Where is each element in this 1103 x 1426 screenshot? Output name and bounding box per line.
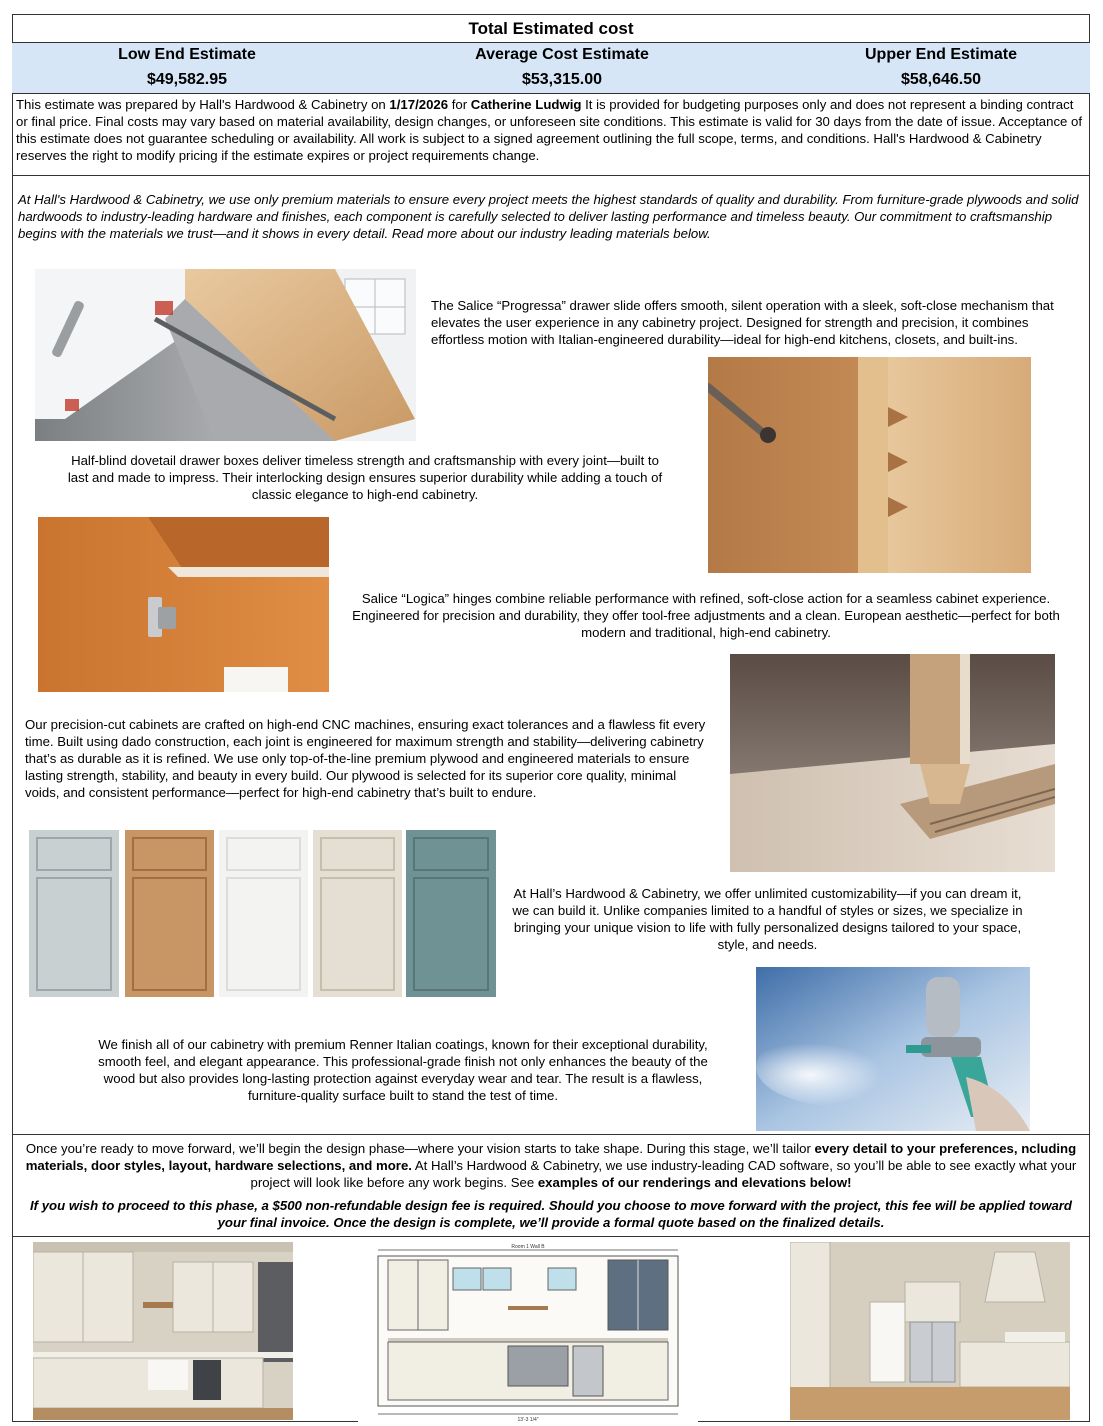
disclaimer-for: for <box>448 97 471 112</box>
divider <box>12 1236 1090 1237</box>
low-end-estimate <box>32 43 342 94</box>
divider <box>12 1134 1090 1135</box>
low-end-value: $49,582.95 <box>146 71 228 88</box>
elevation-room-label: Room 1 Wall B <box>511 1244 545 1250</box>
upper-end-value: $58,646.50 <box>900 71 982 88</box>
door-sample-oak <box>125 830 214 997</box>
spray-finish-photo <box>756 967 1030 1131</box>
upper-end-label: Upper End Estimate <box>864 46 1018 63</box>
disclaimer-body: It is provided for budgeting purposes only and does not represent a binding contract or final price. Final costs may vary based on material availability, design changes, or unforeseen site conditions. This estimate is valid for 30 days from the date of issue. Acceptance of this estimate does not guarantee scheduling or availability. All work is subject to a signed agreement outlining the full scope, terms, and conditions. Hall's Hardwood & Cabinetry reserves the right to modify pricing if the estimate expires or project requirements change. <box>16 97 1083 163</box>
average-value: $53,315.00 <box>521 71 603 88</box>
door-sample-gray <box>29 830 119 997</box>
kitchen-rendering-2 <box>790 1242 1070 1420</box>
customizability-text: At Hall’s Hardwood & Cabinetry, we offer unlimited customizability—if you can dream it, we can build it. Unlike companies limited to a handful of styles or sizes, we specialize in bringing your unique vision to life with fully personalized designs tailored to your space, style, and needs. <box>512 886 1023 952</box>
design-text-c: At Hall’s Hardwood & Cabinetry, we use industry-leading CAD software, so you’ll be able to see exactly what your project will look like before any work begins. See <box>250 1158 1077 1190</box>
door-sample-teal <box>406 830 496 997</box>
door-sample-cream <box>313 830 402 997</box>
disclaimer-prefix: This estimate was prepared by Hall's Hardwood & Cabinetry on <box>16 97 390 112</box>
drawer-slide-text: The Salice “Progressa” drawer slide offers smooth, silent operation with a sleek, soft-close mechanism that elevates the user experience in any cabinetry project. Designed for strength and precision, it combines effortless motion with Italian-engineered durability—ideal for high-end kitchens, closets, and built-ins. <box>431 298 1054 347</box>
client-name: Catherine Ludwig <box>470 97 582 112</box>
design-fee-text: If you wish to proceed to this phase, a $500 non-refundable design fee is required. Should you choose to move forward with the project, this fee will be applied toward your final invoice. Once the design is complete, we’ll provide a formal quote based on the finalized details. <box>30 1198 1072 1230</box>
finish-text: We finish all of our cabinetry with premium Renner Italian coatings, known for their exceptional durability, smooth feel, and elegant appearance. This professional-grade finish not only enhances the beauty of the wood but also provides long-lasting protection against everyday wear and tear. The result is a flawless, furniture-quality surface built to stand the test of time. <box>98 1037 708 1103</box>
door-samples-photo <box>29 830 496 997</box>
elevation-drawing <box>358 1242 698 1422</box>
estimate-band <box>12 43 1090 94</box>
average-label: Average Cost Estimate <box>475 46 649 63</box>
dovetail-text: Half-blind dovetail drawer boxes deliver timeless strength and craftsmanship with every joint—built to last and made to impress. Their interlocking design ensures superior durability while adding a touch of classic elegance to high-end cabinetry. <box>67 453 663 502</box>
door-sample-white <box>219 830 308 997</box>
plywood-dado-photo <box>730 654 1055 872</box>
kitchen-rendering-1 <box>33 1242 293 1420</box>
low-end-label: Low End Estimate <box>118 46 256 63</box>
average-estimate <box>407 43 717 94</box>
dovetail-drawer-photo <box>708 357 1031 573</box>
total-estimated-cost-title: Total Estimated cost <box>12 14 1090 43</box>
design-phase-text <box>20 1140 1082 1191</box>
estimate-disclaimer <box>16 96 1088 164</box>
estimate-date: 1/17/2026 <box>389 97 449 112</box>
elevation-total-dimension: 13'-3 1/4" <box>517 1417 539 1422</box>
upper-end-estimate <box>786 43 1096 94</box>
hinge-photo <box>38 517 329 692</box>
divider <box>12 175 1090 176</box>
hinges-text: Salice “Logica” hinges combine reliable performance with refined, soft-close action for a seamless cabinet experience. Engineered for precision and durability, they offer tool-free adjustments and a clean. European aesthetic—perfect for both modern and traditional, high-end cabinetry. <box>352 591 1060 640</box>
cnc-construction-text: Our precision-cut cabinets are crafted on high-end CNC machines, ensuring exact tolerances and a flawless fit every time. Built using dado construction, each joint is engineered for maximum strength and stability—delivering cabinetry that’s as durable as it is refined. We use only top-of-the-line premium plywood and engineered materials to ensure lasting strength, stability, and beauty in every build. Our plywood is selected for its superior core quality, minimal voids, and consistent performance—perfect for high-end cabinetry that’s built to endure. <box>25 717 706 800</box>
design-text-a: Once you’re ready to move forward, we’ll begin the design phase—where your vision starts to take shape. During this stage, we’ll tailor <box>25 1141 815 1156</box>
materials-intro: At Hall's Hardwood & Cabinetry, we use only premium materials to ensure every project meets the highest standards of quality and durability. From furniture-grade plywoods and solid hardwoods to industry-leading hardware and finishes, each component is carefully selected to deliver lasting performance and timeless beauty. Our commitment to craftsmanship begins with the materials we trust—and it shows in every detail. Read more about our industry leading materials below. <box>18 192 1079 241</box>
drawer-slide-photo <box>35 269 416 441</box>
design-text-d: examples of our renderings and elevations below! <box>537 1175 852 1190</box>
design-text-b: every detail to your preferences, ncluding materials, door styles, layout, hardware selections, and more. <box>25 1141 1077 1173</box>
